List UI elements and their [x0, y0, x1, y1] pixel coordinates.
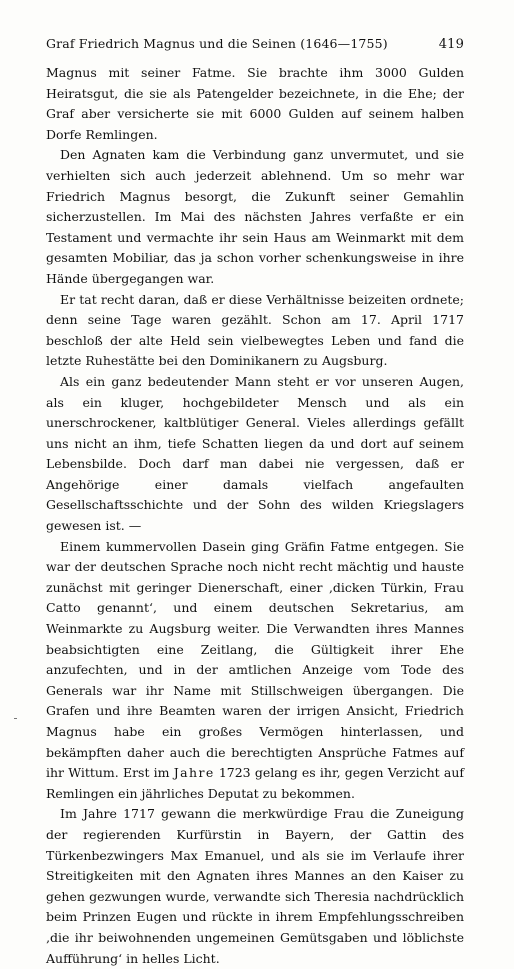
paragraph-text: Im Jahre 1717 gewann die merkwürdige Frau die Zuneigung der regierenden Kurfürstin in Bayern, der Gattin des Türkenbezwingers Max Emanuel, und als sie im Verlaufe ihrer Streitigkeiten mit den Agnaten ihres Mannes an den Kaiser zu gehen gezwungen wurde, verwandte sich Theresia nachdrücklich beim Prinzen Eugen und rückte in ihrem Empfehlungsschreiben ‚die ihr beiwohnenden ungemeinen Gemütsgaben und löblichste Aufführung‘ in helles Licht. [46, 806, 464, 966]
paragraph [46, 290, 464, 372]
paragraph [46, 145, 464, 289]
body-text [46, 63, 464, 969]
paragraph [46, 537, 464, 805]
paragraph-text: Einem kummervollen Dasein ging Gräfin Fatme entgegen. Sie war der deutschen Sprache noch nicht recht mächtig und hauste zunächst mit geringer Dienerschaft, einer ‚dicken Türkin, Frau Catto genannt‘, und einem deutschen Sekretarius, am Weinmarkte zu Augsburg weiter. Die Verwandten ihres Mannes beabsichtigten eine Zeitlang, die Gültigkeit ihrer Ehe anzufechten, und in der amtlichen Anzeige vom Tode des Generals war ihr Name mit Stillschweigen übergangen. Die Grafen und ihre Beamten waren der irrigen Ansicht, Friedrich Magnus habe ein großes Vermögen hinterlassen, und bekämpften daher auch die berechtigten Ansprüche Fatmes auf ihr Wittum. Erst im [46, 538, 464, 781]
paragraph-text: Als ein ganz bedeutender Mann steht er vor unseren Augen, als ein kluger, hochgebildeter Mensch und als ein unerschrockener, kaltblütiger General. Vieles allerdings gefällt uns nicht an ihm, tiefe Schatten liegen da und dort auf seinem Lebensbilde. Doch darf man dabei nie vergessen, daß er Angehörige einer damals vielfach angefaulten Gesellschaftsschichte und der Sohn des wilden Kriegslagers gewesen ist. — [46, 373, 464, 534]
running-title: Graf Friedrich Magnus und die Seinen (1646—1755) [46, 36, 388, 51]
paragraph [46, 63, 464, 145]
page-number: 419 [438, 37, 464, 52]
paragraph [46, 372, 464, 537]
paragraph-text: Magnus mit seiner Fatme. Sie brachte ihm 3000 Gulden Heiratsgut, die sie als Patengelder bezeichnete, in die Ehe; der Graf aber versicherte sie mit 6000 Gulden auf seinem halben Dorfe Remlingen. [46, 65, 464, 142]
paragraph-text: 1723 gelang es ihr, gegen Verzicht auf Remlingen ein jährliches Deputat zu bekommen. [46, 765, 464, 801]
spaced-text: Jahre [173, 765, 215, 781]
paragraph [46, 804, 464, 969]
margin-mark [14, 718, 17, 719]
paragraph-text: Er tat recht daran, daß er diese Verhältnisse beizeiten ordnete; denn seine Tage waren gezählt. Schon am 17. April 1717 beschloß der alte Held sein vielbewegtes Leben und fand die letzte Ruhestätte bei den Dominikanern zu Augsburg. [46, 291, 464, 369]
running-header [46, 36, 464, 52]
paragraph-text: Den Agnaten kam die Verbindung ganz unvermutet, und sie verhielten sich auch jederzeit ablehnend. Um so mehr war Friedrich Magnus besorgt, die Zukunft seiner Gemahlin sicherzustellen. Im Mai des nächsten Jahres verfaßte er ein Testament und vermachte ihr sein Haus am Weinmarkt mit dem gesamten Mobiliar, das ja schon vorher schenkungsweise in ihre Hände übergegangen war. [46, 147, 464, 286]
